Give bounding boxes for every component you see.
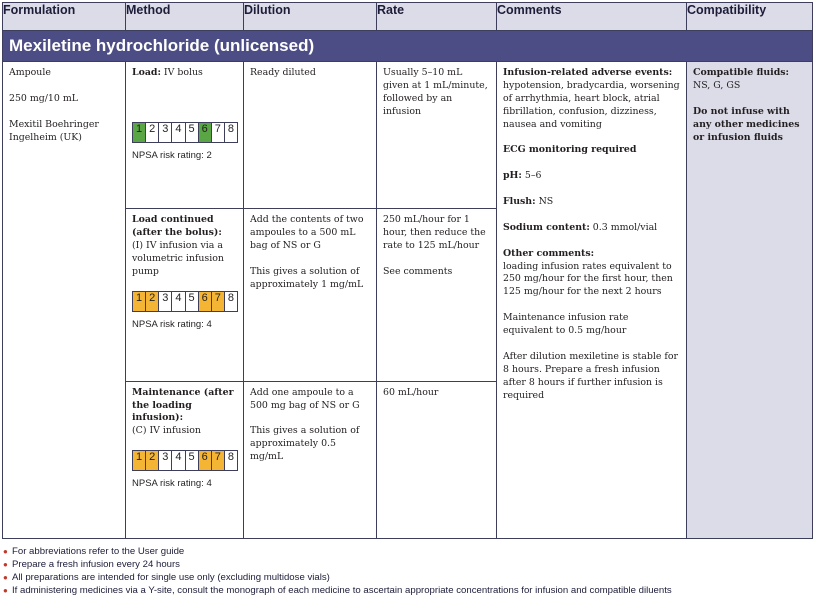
header-comments: Comments [497,3,687,31]
dilution-result: This gives a solution of approximately 1 mg/mL [250,265,364,290]
footnote-text: Prepare a fresh infusion every 24 hours [12,559,180,570]
risk-rating-text: NPSA risk rating: 2 [132,149,212,161]
bullet-icon: ● [3,573,8,582]
flush-value: NS [535,196,554,208]
footnote [3,584,672,597]
fluids-title: Compatible fluids: [693,67,789,78]
method-bold: Load: [132,67,161,78]
bullet-icon: ● [3,547,8,556]
risk-box: 8 [224,122,237,142]
dilution-cell [244,209,377,381]
dilution-cell [244,62,377,209]
maintenance-rate-text: Maintenance infusion rate equivalent to 0.5 mg/hour [503,312,629,337]
risk-box: 4 [172,122,185,142]
risk-box: 2 [146,291,159,311]
risk-box: 8 [224,451,237,471]
rate-cell [377,209,497,381]
risk-rating-text: NPSA risk rating: 4 [132,478,212,490]
formulation-strength: 250 mg/10 mL [9,92,78,104]
method-text: (I) IV infusion via a volumetric infusion pump [132,240,224,277]
other-title: Other comments: [503,247,595,259]
ph-label: pH: [503,170,522,182]
rate-cell [377,381,497,538]
dilution-result: This gives a solution of approximately 0.5 mg/mL [250,425,360,463]
dilution-cell [244,381,377,538]
method-row-load [3,62,813,209]
risk-box: 5 [185,291,198,311]
rate-cell [377,62,497,209]
other-text: loading infusion rates equivalent to 250 mg/hour for the first hour, then 125 mg/hour for the next 2 hours [503,260,673,298]
risk-box: 6 [198,122,211,142]
method-label [132,67,238,80]
rate-text: 60 mL/hour [383,386,439,398]
ecg-note: ECG monitoring required [503,144,637,156]
formulation-cell [3,62,126,539]
risk-box: 3 [159,451,172,471]
risk-rating-scale [132,450,238,471]
dilution-text: Ready diluted [250,67,316,78]
drug-title: Mexiletine hydrochloride (unlicensed) [3,31,813,62]
method-label [132,214,238,279]
monograph-table [2,2,813,539]
risk-box: 6 [198,291,211,311]
footnote-text: For abbreviations refer to the User guide [12,546,185,557]
risk-box: 7 [211,451,224,471]
adverse-text: hypotension, bradycardia, worsening of arrhythmia, heart block, atrial fibrillation, confusion, dizziness, nausea and vomiting [503,79,680,130]
dilution-text: Add the contents of two ampoules to a 500 mL bag of NS or G [250,214,364,252]
footnote-text: All preparations are intended for single use only (excluding multidose vials) [12,572,330,583]
header-method: Method [126,3,244,31]
sodium-value: 0.3 mmol/vial [589,221,658,233]
risk-box: 3 [159,122,172,142]
risk-box: 3 [159,291,172,311]
rate-see-comments: See comments [383,265,453,277]
compatibility-cell [687,62,813,539]
risk-box: 7 [211,291,224,311]
footnote [3,558,672,571]
footnote [3,571,672,584]
infusion-warning: Do not infuse with any other medicines or infusion fluids [693,105,800,143]
sodium-label: Sodium content: [503,221,590,233]
risk-box: 4 [172,451,185,471]
formulation-brand: Mexitil Boehringer Ingelheim (UK) [9,118,99,143]
rate-text: 250 mL/hour for 1 hour, then reduce the rate to 125 mL/hour [383,214,486,252]
footnote-text: If administering medicines via a Y-site, consult the monograph of each medicine to ascertain appropriate concentrations for infusion and compatible diluents [12,585,672,596]
drug-title-row [3,31,813,62]
formulation-type: Ampoule [9,67,51,78]
footnote [3,545,672,558]
risk-box: 8 [224,291,237,311]
risk-rating-scale [132,291,238,312]
header-dilution: Dilution [244,3,377,31]
header-row [3,3,813,31]
method-text: (C) IV infusion [132,425,201,437]
stability-text: After dilution mexiletine is stable for 8 hours. Prepare a fresh infusion after 8 hours if further infusion is required [503,350,678,401]
bullet-icon: ● [3,560,8,569]
risk-rating-text: NPSA risk rating: 4 [132,318,212,330]
risk-box: 5 [185,451,198,471]
method-label [132,387,238,439]
method-cell [126,62,244,209]
bullet-icon: ● [3,586,8,595]
fluids-value: NS, G, GS [693,79,741,91]
risk-box: 2 [146,122,159,142]
header-compatibility: Compatibility [687,3,813,31]
risk-box: 7 [211,122,224,142]
risk-box: 6 [198,451,211,471]
method-cell [126,381,244,538]
adverse-title: Infusion-related adverse events: [503,67,673,78]
method-text: IV bolus [160,67,203,78]
risk-box: 1 [133,291,146,311]
risk-box: 4 [172,291,185,311]
flush-label: Flush: [503,196,536,208]
rate-text: Usually 5–10 mL given at 1 mL/minute, followed by an infusion [383,67,488,117]
method-bold: Maintenance (after the loading infusion): [132,386,234,424]
method-cell [126,209,244,381]
risk-rating-scale [132,122,238,143]
ph-value: 5–6 [521,170,542,182]
method-bold: Load continued (after the bolus): [132,214,222,239]
comments-cell [497,62,687,539]
risk-box: 2 [146,451,159,471]
risk-box: 1 [133,122,146,142]
dilution-text: Add one ampoule to a 500 mg bag of NS or G [250,386,360,411]
footnotes [3,545,672,597]
risk-box: 1 [133,451,146,471]
header-rate: Rate [377,3,497,31]
header-formulation: Formulation [3,3,126,31]
risk-box: 5 [185,122,198,142]
